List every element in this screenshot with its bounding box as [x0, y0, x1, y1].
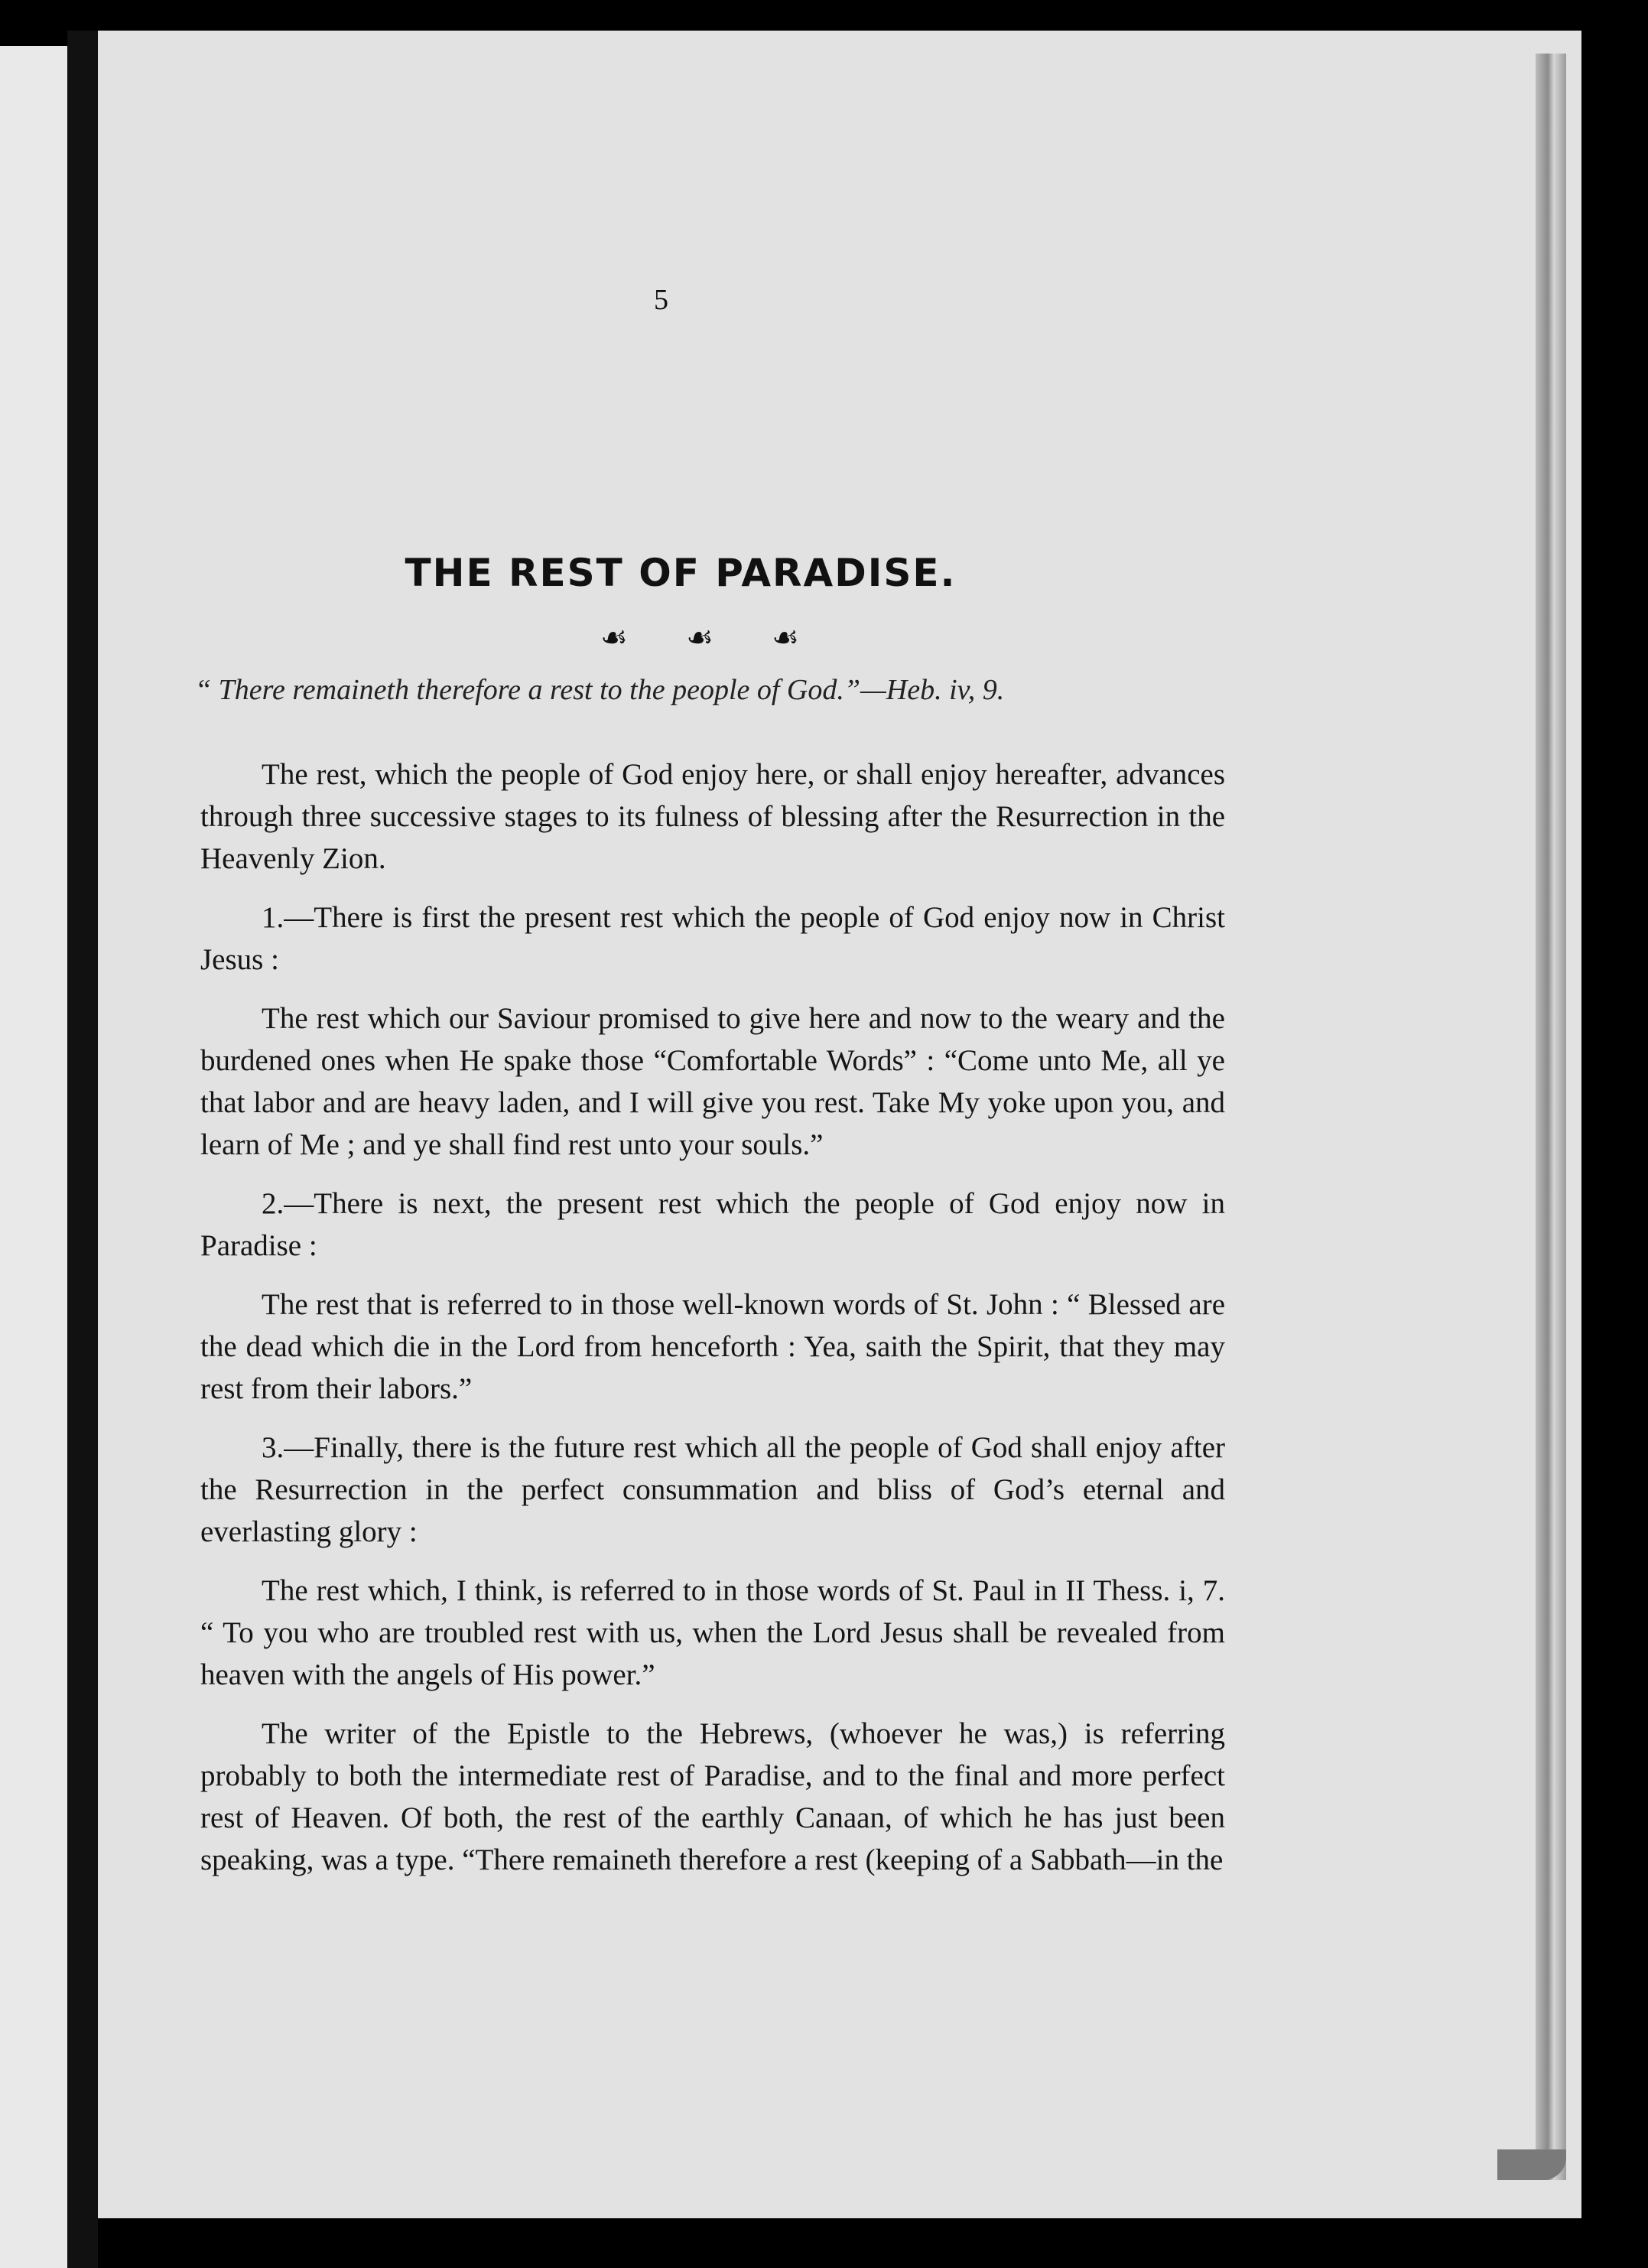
page-gutter-shadow: [67, 31, 98, 2268]
paragraph: The rest, which the people of God enjoy here, or shall enjoy hereafter, advances through three successive stages to its fulness of blessing after the Resurrection in the Heavenly Zion.: [200, 758, 1225, 875]
facing-page-edge: [0, 46, 67, 2268]
ornament-icon: ☙: [772, 620, 799, 655]
paragraph: The rest that is referred to in those well-known words of St. John : “ Blessed are the dead which die in the Lord from henceforth : Yea, saith the Spirit, that they may rest from their labors.”: [200, 1288, 1225, 1405]
page-number: 5: [654, 284, 668, 316]
paragraph: The rest which, I think, is referred to in those words of St. Paul in II Thess. i, 7. “ To you who are troubled rest with us, when the Lord Jesus shall be revealed from heaven with the angels of His power.”: [200, 1574, 1225, 1691]
paragraph: The writer of the Epistle to the Hebrews, (whoever he was,) is referring probably to both the intermediate rest of Paradise, and to the final and more perfect rest of Heaven. Of both, the rest of the earthly Canaan, of which he has just been speaking, was a type. “There remaineth therefore a rest (keeping of a Sabbath—in the: [200, 1717, 1225, 1876]
ornament-icon: ☙: [686, 620, 713, 655]
page-corner-curl: [1497, 2149, 1566, 2180]
ornament-divider: [600, 620, 799, 656]
ornament-icon: ☙: [600, 620, 628, 655]
paragraph: 2.—There is next, the present rest which the people of God enjoy now in Paradise :: [200, 1187, 1225, 1262]
page-edge-curl: [1536, 54, 1566, 2180]
page-title: THE REST OF PARADISE.: [405, 551, 957, 595]
paragraph: The rest which our Saviour promised to give here and now to the weary and the burdened ones when He spake those “Comfortable Words” : “Come unto Me, all ye that labor and are heavy laden, and I will give you rest. Take My yoke upon you, and learn of Me ; and ye shall find rest unto your souls.”: [200, 1002, 1225, 1161]
epigraph: “ There remaineth therefore a rest to the people of God.”—Heb. iv, 9.: [195, 674, 1005, 706]
body-text: [200, 753, 1225, 1898]
paragraph: 3.—Finally, there is the future rest which all the people of God shall enjoy after the Resurrection in the perfect consummation and bliss of God’s eternal and everlasting glory :: [200, 1431, 1225, 1548]
paragraph: 1.—There is first the present rest which the people of God enjoy now in Christ Jesus :: [200, 901, 1225, 976]
